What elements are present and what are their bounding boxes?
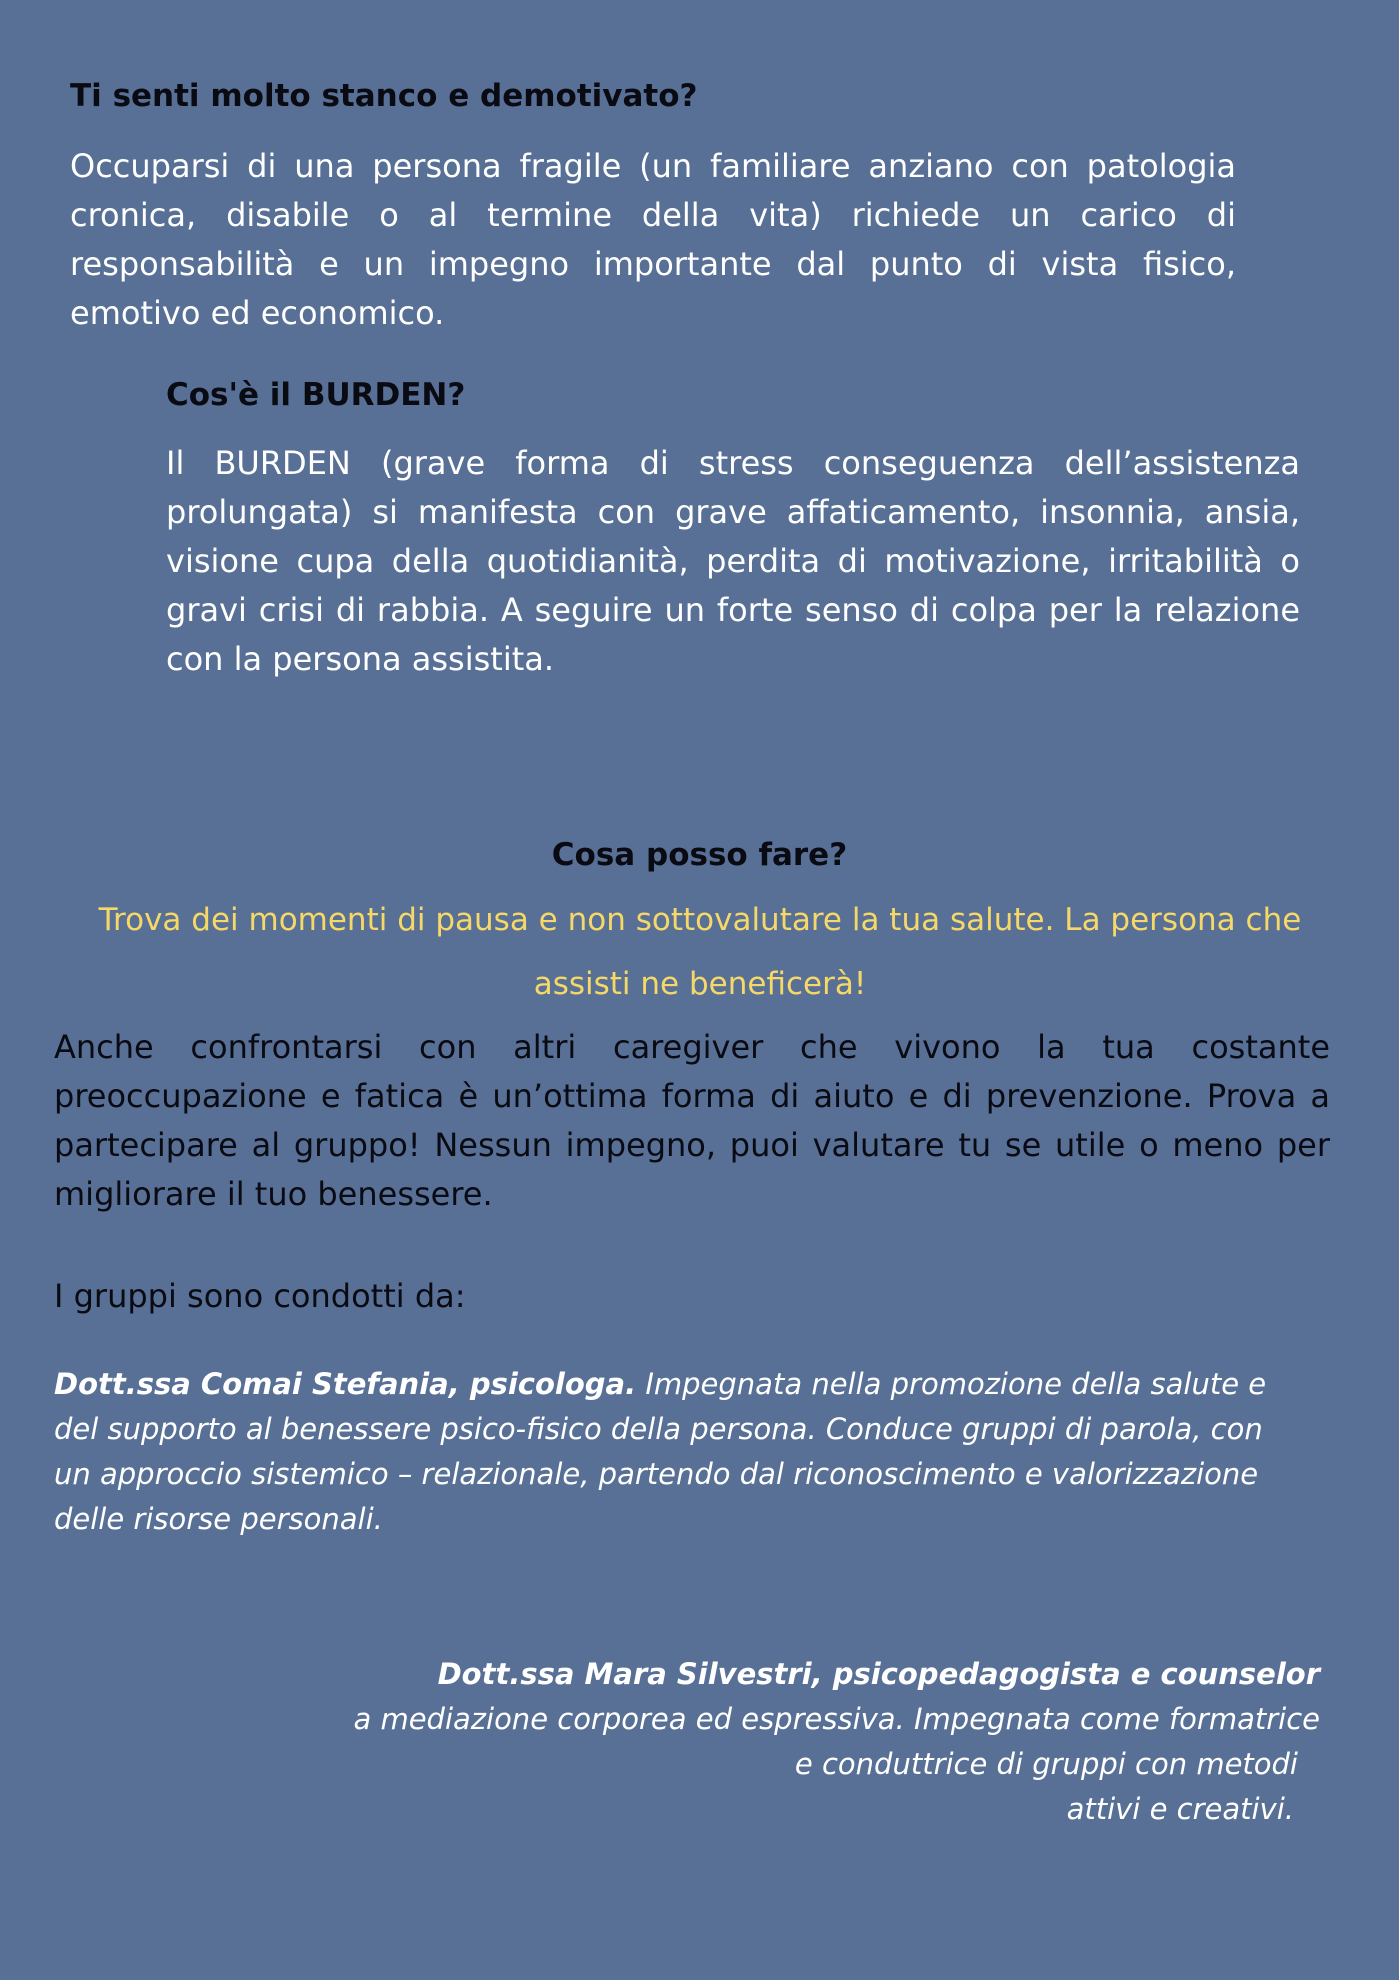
section-heading-what-to-do: Cosa posso fare?: [551, 837, 848, 873]
intro-paragraph: Occuparsi di una persona fragile (un familiare anziano con patologia cronica, disabile o al termine della vita) richiede un carico di responsabilità e un impegno importante dal punto di vista fisico, emotivo ed economico.: [70, 147, 1236, 332]
advice-highlight: Trova dei momenti di pausa e non sottovalutare la tua salute. La persona che assisti ne beneficerà!: [98, 902, 1302, 1002]
section-heading-tired: Ti senti molto stanco e demotivato?: [70, 78, 698, 114]
leader-silvestri-name: Dott.ssa Mara Silvestri, psicopedagogista e counselor: [437, 1657, 1320, 1691]
leader-comai-name: Dott.ssa Comai Stefania, psicologa.: [54, 1367, 637, 1401]
burden-paragraph: Il BURDEN (grave forma di stress conseguenza dell’assistenza prolungata) si manifesta con grave affaticamento, insonnia, ansia, visione cupa della quotidianità, perdita di motivazione, irritabilità o gravi crisi di rabbia. A seguire un forte senso di colpa per la relazione con la persona assistita.: [166, 444, 1300, 678]
section-heading-burden: Cos'è il BURDEN?: [166, 377, 466, 413]
leader-silvestri: [0, 1652, 1320, 1832]
leader-comai: [54, 1362, 1284, 1542]
leader-silvestri-description-2: e conduttrice di gruppi con metodi: [794, 1747, 1298, 1781]
leaders-intro: I gruppi sono condotti da:: [54, 1277, 466, 1315]
group-paragraph: Anche confrontarsi con altri caregiver che vivono la tua costante preoccupazione e fatica è un’ottima forma di aiuto e di prevenzione. Prova a partecipare al gruppo! Nessun impegno, puoi valutare tu se utile o meno per migliorare il tuo benessere.: [54, 1028, 1330, 1213]
leader-silvestri-description-1: a mediazione corporea ed espressiva. Impegnata come formatrice: [353, 1702, 1320, 1736]
leader-silvestri-description-3: attivi e creativi.: [1066, 1792, 1294, 1826]
leader-comai-description: Impegnata nella promozione della salute e del supporto al benessere psico-fisico della persona. Conduce gruppi di parola, con un approccio sistemico – relazionale, partendo dal riconoscimento e valorizzazione delle risorse personali.: [54, 1367, 1267, 1536]
